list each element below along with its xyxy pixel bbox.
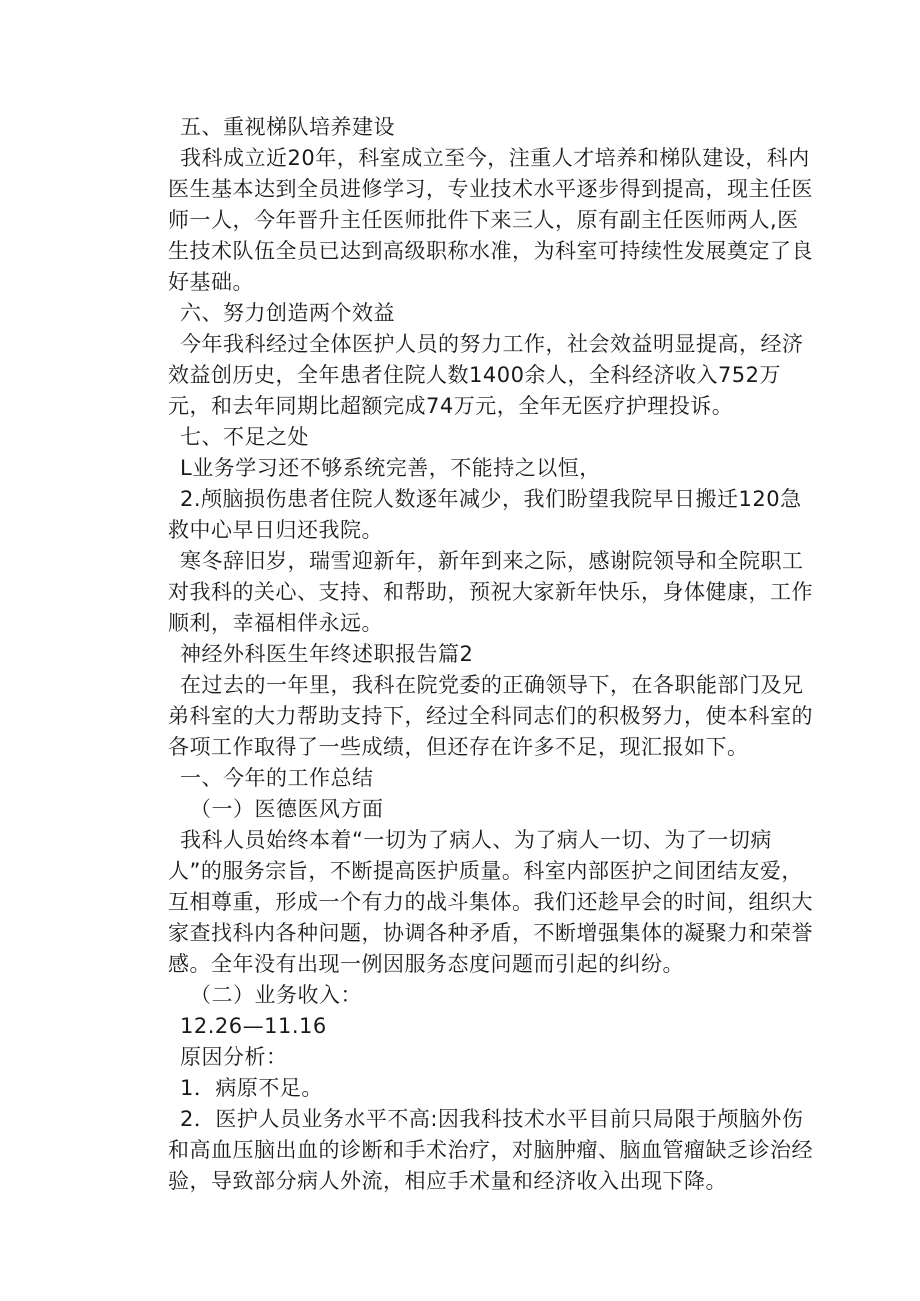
paragraph: 我科成立近20年，科室成立至今，注重人才培养和梯队建设，科内医生基本达到全员进修学习，专业技术水平逐步得到提高，现主任医师一人，今年晋升主任医师批件下来三人，原有副主任医师两人,医生技术队伍全员已达到高级职称水准，为科室可持续性发展奠定了良好基础。 <box>168 146 813 294</box>
paragraph: 寒冬辞旧岁，瑞雪迎新年，新年到来之际，感谢院领导和全院职工对我科的关心、支持、和帮助，预祝大家新年快乐，身体健康，工作顺利，幸福相伴永远。 <box>168 549 813 635</box>
section-heading-6: 六、努力创造两个效益 <box>180 301 395 325</box>
subsection-heading: （一）医德医风方面 <box>190 797 384 821</box>
list-item: 2．医护人员业务水平不高:因我科技术水平目前只局限于颅脑外伤和高血压脑出血的诊断和手术治疗，对脑肿瘤、脑血管瘤缺乏诊治经验，导致部分病人外流，相应手术量和经济收入出现下降。 <box>168 1107 813 1193</box>
paragraph: 我科人员始终本着“一切为了病人、为了病人一切、为了一切病人”的服务宗旨，不断提高医护质量。科室内部医护之间团结友爱，互相尊重，形成一个有力的战斗集体。我们还趁早会的时间，组织大家查找科内各种问题，协调各种矛盾，不断增强集体的凝聚力和荣誉感。全年没有出现一例因服务态度问题而引起的纠纷。 <box>168 828 813 976</box>
subsection-heading: （二）业务收入： <box>190 983 362 1007</box>
paragraph: 在过去的一年里，我科在院党委的正确领导下，在各职能部门及兄弟科室的大力帮助支持下，经过全科同志们的积极努力，使本科室的各项工作取得了一些成绩，但还存在许多不足，现汇报如下。 <box>168 673 813 759</box>
article-title: 神经外科医生年终述职报告篇2 <box>180 642 474 666</box>
section-heading-7: 七、不足之处 <box>180 425 309 449</box>
section-heading-1: 一、今年的工作总结 <box>180 766 374 790</box>
list-item: 1．病原不足。 <box>180 1076 323 1100</box>
paragraph-label: 原因分析： <box>180 1045 288 1069</box>
paragraph: 今年我科经过全体医护人员的努力工作，社会效益明显提高，经济效益创历史，全年患者住院人数1400余人，全科经济收入752万元，和去年同期比超额完成74万元，全年无医疗护理投诉。 <box>168 332 804 418</box>
list-item: L业务学习还不够系统完善，不能持之以恒， <box>180 456 601 480</box>
section-heading-5: 五、重视梯队培养建设 <box>180 115 395 139</box>
list-item: 2.颅脑损伤患者住院人数逐年减少，我们盼望我院早日搬迁120急救中心早日归还我院。 <box>168 487 802 542</box>
date-range: 12.26—11.16 <box>180 1014 327 1038</box>
